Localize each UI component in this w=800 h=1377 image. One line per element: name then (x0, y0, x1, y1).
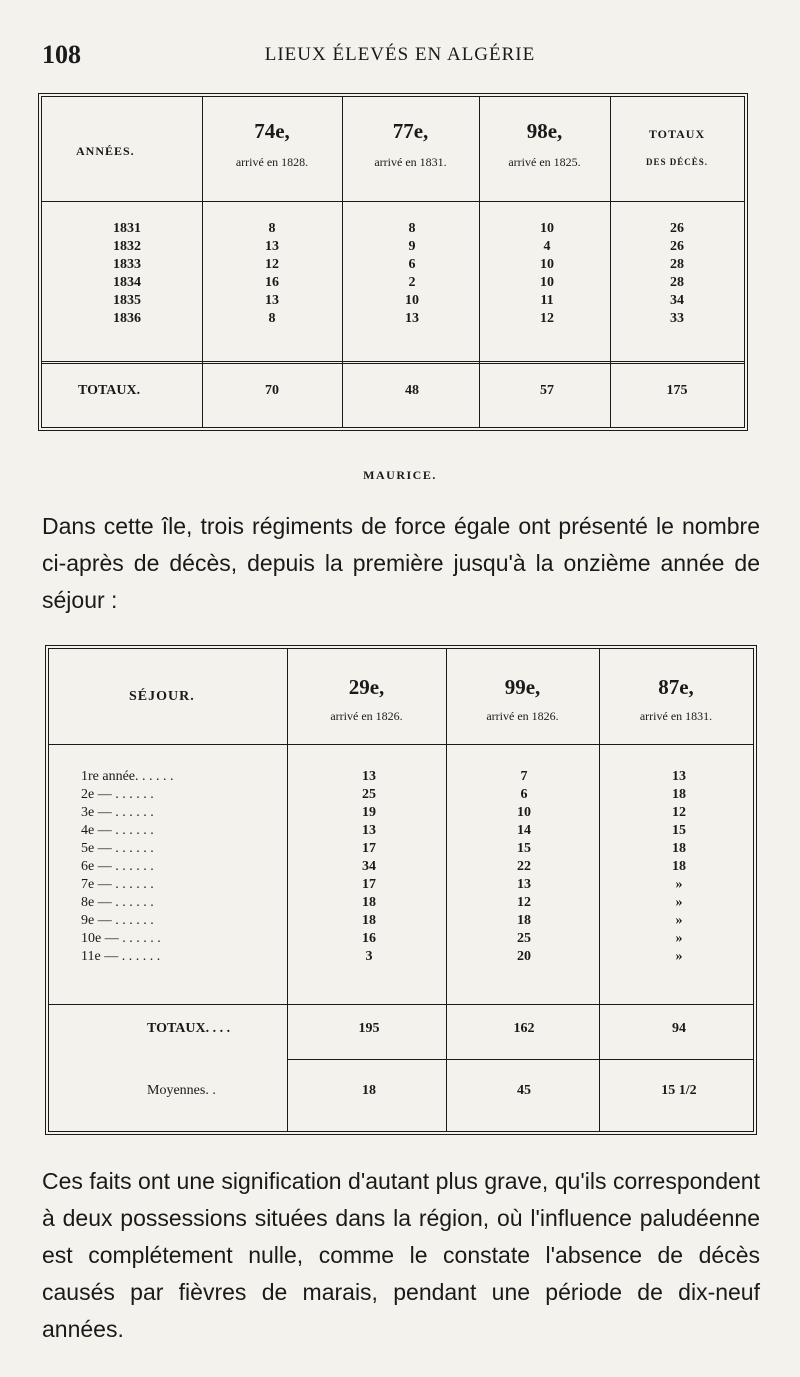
year-cell: 1836 (113, 311, 141, 326)
table-row (42, 275, 744, 293)
value-cell: 25 (362, 787, 376, 802)
total-cell: 28 (670, 257, 684, 272)
value-cell: 18 (672, 787, 686, 802)
sejour-label: 7e — . . . . . . (81, 877, 154, 892)
value-cell: » (675, 895, 683, 910)
sejour-label: 5e — . . . . . . (81, 841, 154, 856)
sejour-label: 6e — . . . . . . (81, 859, 154, 874)
table-row (49, 913, 753, 931)
value-cell: 13 (362, 823, 376, 838)
regiment-99-arrival: arrivé en 1826. (486, 709, 559, 723)
value-cell: 10 (540, 257, 554, 272)
sejour-label: 8e — . . . . . . (81, 895, 154, 910)
year-cell: 1834 (113, 275, 141, 290)
table-row (42, 257, 744, 275)
value-cell: 10 (405, 293, 419, 308)
column-header-totals-sub: DES DÉCÈS. (645, 157, 709, 167)
average-value: 45 (517, 1083, 531, 1098)
value-cell: » (675, 931, 683, 946)
running-title: LIEUX ÉLEVÉS EN ALGÉRIE (264, 44, 536, 65)
deaths-by-sojourn-table (45, 645, 757, 1135)
value-cell: 6 (520, 787, 528, 802)
total-cell: 28 (670, 275, 684, 290)
value-cell: 12 (540, 311, 554, 326)
table-row (49, 841, 753, 859)
value-cell: 9 (408, 239, 416, 254)
totals-label: TOTAUX. . . . (147, 1021, 231, 1036)
value-cell: 13 (265, 239, 279, 254)
total-value: 48 (405, 383, 419, 398)
sejour-label: 11e — . . . . . . (81, 949, 161, 964)
section-title: MAURICE. (363, 468, 437, 482)
averages-label: Moyennes. . (147, 1083, 216, 1098)
sejour-label: 2e — . . . . . . (81, 787, 154, 802)
value-cell: 13 (265, 293, 279, 308)
averages-row (49, 1083, 753, 1105)
regiment-98-arrival: arrivé en 1825. (508, 155, 581, 169)
averages-rule (287, 1059, 753, 1060)
year-cell: 1833 (113, 257, 141, 272)
sejour-label: 10e — . . . . . . (81, 931, 161, 946)
value-cell: 12 (672, 805, 686, 820)
value-cell: 8 (268, 311, 276, 326)
totals-row (49, 1021, 753, 1043)
value-cell: 12 (517, 895, 531, 910)
total-cell: 26 (670, 239, 684, 254)
value-cell: 17 (362, 841, 376, 856)
value-cell: 10 (517, 805, 531, 820)
value-cell: » (675, 949, 683, 964)
value-cell: 12 (265, 257, 279, 272)
year-cell: 1835 (113, 293, 141, 308)
value-cell: 4 (543, 239, 551, 254)
table-row (49, 787, 753, 805)
value-cell: 19 (362, 805, 376, 820)
value-cell: 18 (362, 913, 376, 928)
table-row (42, 293, 744, 311)
value-cell: 25 (517, 931, 531, 946)
paragraph-intro: Dans cette île, trois régiments de force égale ont présenté le nombre ci-après de décès, depuis la première jusqu'à la onzième année de séjour : (42, 513, 760, 613)
value-cell: 20 (517, 949, 531, 964)
column-header-totals: TOTAUX (648, 127, 706, 141)
total-cell: 34 (670, 293, 684, 308)
regiment-77-number: 77e, (392, 119, 429, 143)
total-cell: 33 (670, 311, 684, 326)
value-cell: 16 (265, 275, 279, 290)
totals-rule (42, 361, 744, 364)
column-header-years: ANNÉES. (76, 144, 135, 158)
value-cell: 18 (672, 859, 686, 874)
value-cell: 18 (517, 913, 531, 928)
year-cell: 1831 (113, 221, 141, 236)
value-cell: 34 (362, 859, 376, 874)
table-row (49, 823, 753, 841)
value-cell: 8 (268, 221, 276, 236)
value-cell: 7 (520, 769, 528, 784)
total-value: 94 (672, 1021, 686, 1036)
value-cell: 18 (362, 895, 376, 910)
paragraph-conclusion: Ces faits ont une signification d'autant plus grave, qu'ils correspondent à deux possessions situées dans la région, où l'influence paludéenne est complétement nulle, comme le constate l'absence de décès causés par fièvres de marais, pendant une période de dix-neuf années. (42, 1168, 760, 1342)
header-rule (49, 744, 753, 745)
table-row (42, 239, 744, 257)
value-cell: 13 (362, 769, 376, 784)
regiment-29-number: 29e, (348, 675, 385, 699)
value-cell: 15 (517, 841, 531, 856)
totals-row (42, 383, 744, 403)
total-cell: 26 (670, 221, 684, 236)
value-cell: 6 (408, 257, 416, 272)
page-number: 108 (42, 40, 81, 69)
value-cell: 13 (672, 769, 686, 784)
sejour-label: 1re année. . . . . . (81, 769, 174, 784)
header-rule (42, 201, 744, 202)
table-row (49, 949, 753, 967)
deaths-by-year-table (38, 93, 748, 431)
column-header-sejour: SÉJOUR. (129, 689, 195, 704)
value-cell: 13 (517, 877, 531, 892)
total-value: 162 (513, 1021, 535, 1036)
table-row (49, 859, 753, 877)
value-cell: » (675, 877, 683, 892)
sejour-label: 9e — . . . . . . (81, 913, 154, 928)
value-cell: » (675, 913, 683, 928)
value-cell: 13 (405, 311, 419, 326)
regiment-87-number: 87e, (658, 675, 694, 699)
value-cell: 16 (362, 931, 376, 946)
value-cell: 10 (540, 275, 554, 290)
value-cell: 11 (540, 293, 554, 308)
total-value: 195 (358, 1021, 380, 1036)
average-value: 18 (362, 1083, 376, 1098)
table-row (49, 769, 753, 787)
regiment-29-arrival: arrivé en 1826. (330, 709, 403, 723)
sejour-label: 4e — . . . . . . (81, 823, 154, 838)
regiment-99-number: 99e, (504, 675, 541, 699)
page-header (40, 40, 760, 80)
sejour-label: 3e — . . . . . . (81, 805, 154, 820)
regiment-98-number: 98e, (526, 119, 563, 143)
table-row (49, 805, 753, 823)
year-cell: 1832 (113, 239, 141, 254)
value-cell: 15 (672, 823, 686, 838)
total-value: 57 (540, 383, 554, 398)
regiment-77-arrival: arrivé en 1831. (374, 155, 447, 169)
value-cell: 2 (408, 275, 416, 290)
value-cell: 10 (540, 221, 554, 236)
average-value: 15 1/2 (661, 1083, 697, 1098)
regiment-74-number: 74e, (254, 119, 290, 143)
value-cell: 17 (362, 877, 376, 892)
total-value: 70 (265, 383, 279, 398)
value-cell: 3 (365, 949, 373, 964)
table-row (42, 311, 744, 329)
value-cell: 8 (408, 221, 416, 236)
value-cell: 22 (517, 859, 531, 874)
value-cell: 18 (672, 841, 686, 856)
totals-rule (49, 1004, 753, 1005)
table-row (49, 931, 753, 949)
regiment-87-arrival: arrivé en 1831. (639, 709, 713, 723)
regiment-74-arrival: arrivé en 1828. (235, 155, 309, 169)
table-row (49, 877, 753, 895)
table-row (49, 895, 753, 913)
grand-total-value: 175 (666, 383, 688, 398)
value-cell: 14 (517, 823, 531, 838)
totals-label: TOTAUX. (78, 383, 141, 398)
table-row (42, 221, 744, 239)
